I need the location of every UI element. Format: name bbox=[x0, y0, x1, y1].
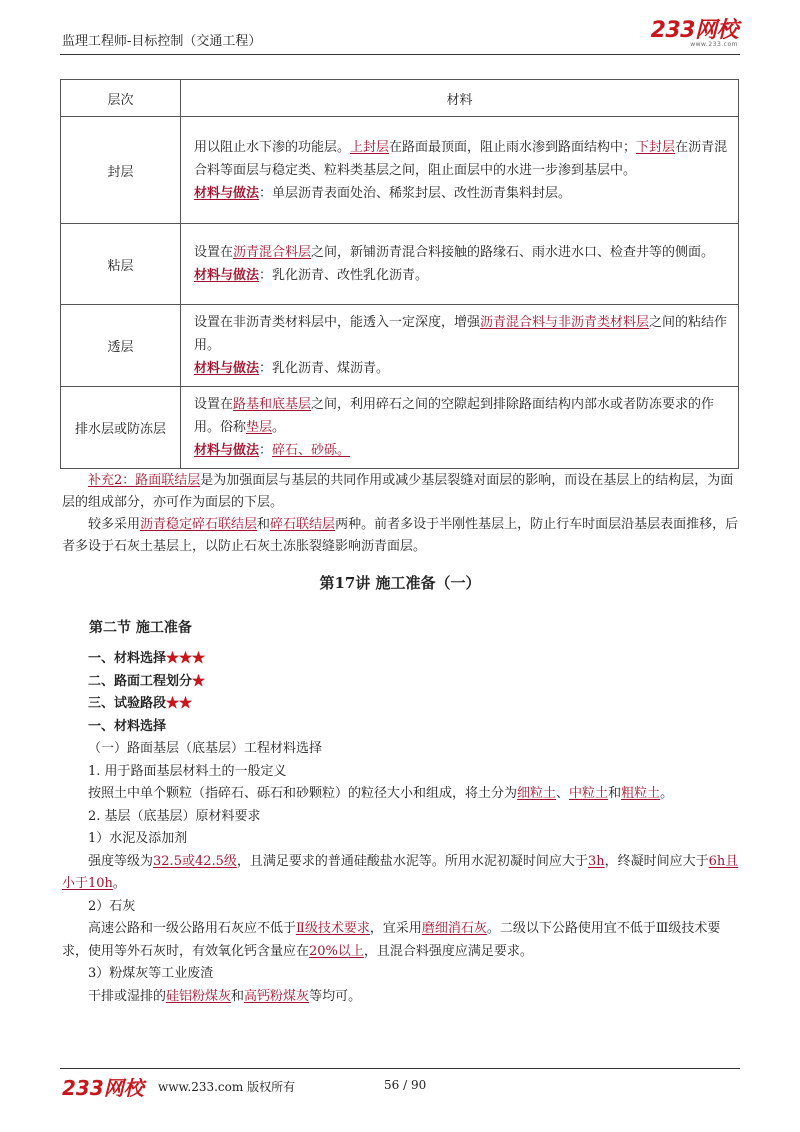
highlighted-term: 沥青混合料层 bbox=[233, 245, 312, 260]
table-row bbox=[61, 387, 739, 469]
highlighted-term: 材料与做法 bbox=[194, 185, 260, 201]
row-level-cell: 粘层 bbox=[61, 224, 181, 305]
column-header-level: 层次 bbox=[61, 80, 181, 117]
highlighted-term: 20%以上 bbox=[309, 943, 364, 959]
table-header-row bbox=[61, 80, 739, 117]
content-line: 按照土中单个颗粒（指碎石、砾石和砂颗粒）的粒径大小和组成，将土分为细粒土、中粒土和粗粒土。 bbox=[88, 786, 674, 801]
highlighted-term: 上封层 bbox=[350, 139, 390, 155]
row-material-cell: 设置在路基和底基层之间，利用碎石之间的空隙起到排除路面结构内部水或者防冻要求的作用。俗称垫层。 材料与做法：碎石、砂砾。 bbox=[181, 387, 739, 469]
paragraph-connection-layers: 较多采用沥青稳定碎石联结层和碎石联结层两种。前者多设于半刚性基层上，防止行车时面层沿基层表面推移，后者多设于石灰土基层上，以防止石灰土冻胀裂缝影响沥青面层。 bbox=[62, 517, 739, 554]
importance-stars: ★★★ bbox=[166, 651, 206, 666]
highlighted-term: 6h且小于10h bbox=[62, 853, 739, 891]
highlighted-term: Ⅱ级技术要求 bbox=[296, 921, 370, 936]
content-line: 1）水泥及添加剂 bbox=[88, 831, 188, 846]
paragraph-supplement: 补充2：路面联结层是为加强面层与基层的共同作用或减少基层裂缝对面层的影响，而设在基层上的结构层，为面层的组成部分，亦可作为面层的下层。 bbox=[62, 473, 734, 510]
content-line: 二、路面工程划分★ bbox=[88, 673, 206, 689]
importance-stars: ★★ bbox=[166, 696, 193, 711]
importance-stars: ★ bbox=[192, 673, 206, 689]
content-line: 高速公路和一级公路用石灰应不低于Ⅱ级技术要求，宜采用磨细消石灰。二级以下公路使用宜不低于Ⅲ级技术要求，使用等外石灰时，有效氧化钙含量应在20%以上，且混合料强度应满足要求。 bbox=[62, 921, 721, 959]
content-line: 一、材料选择 bbox=[88, 718, 167, 734]
highlighted-term: 沥青稳定碎石联结层 bbox=[140, 517, 258, 532]
highlighted-term: 路基和底基层 bbox=[233, 397, 312, 412]
content-line: 2）石灰 bbox=[88, 898, 136, 914]
highlighted-term: 下封层 bbox=[636, 139, 676, 155]
supplement-paragraphs bbox=[62, 470, 739, 558]
row-material-cell: 用以阻止水下渗的功能层。上封层在路面最顶面，阻止雨水渗到路面结构中；下封层在沥青混合料等面层与稳定类、粒料类基层之间，阻止面层中的水进一步渗到基层中。 材料与做法：单层沥青表面处治、稀浆封层、改性沥青集料封层。 bbox=[181, 117, 739, 224]
content-line: 1. 用于路面基层材料土的一般定义 bbox=[88, 763, 287, 779]
content-line: （一）路面基层（底基层）工程材料选择 bbox=[88, 741, 323, 756]
content-line: 一、材料选择★★★ bbox=[88, 651, 206, 666]
section-title: 第二节 施工准备 bbox=[89, 620, 192, 636]
highlighted-term: 粗粒土 bbox=[621, 786, 661, 801]
row-level-cell: 透层 bbox=[61, 305, 181, 387]
lecture-title: 第17讲 施工准备（一） bbox=[319, 574, 481, 592]
row-level-cell: 排水层或防冻层 bbox=[61, 387, 181, 469]
highlighted-term: 补充2：路面联结层 bbox=[88, 473, 201, 488]
highlighted-term: 垫层 bbox=[246, 420, 273, 435]
content-line: 3）粉煤灰等工业废渣 bbox=[88, 966, 214, 981]
highlighted-term: 材料与做法 bbox=[194, 443, 260, 458]
highlighted-term: 32.5或42.5级 bbox=[153, 853, 237, 869]
highlighted-term: 中粒土 bbox=[569, 786, 609, 801]
content-lines bbox=[62, 648, 739, 1008]
highlighted-term: 碎石联结层 bbox=[270, 517, 336, 532]
highlighted-term: 高钙粉煤灰 bbox=[244, 988, 310, 1004]
highlighted-term: 材料与做法 bbox=[194, 361, 260, 376]
highlighted-term: 材料与做法 bbox=[194, 268, 260, 283]
highlighted-term: 3h bbox=[587, 853, 605, 869]
logo-brand-text: 233网校 bbox=[650, 18, 738, 43]
document-header-title: 监理工程师-目标控制（交通工程） bbox=[62, 34, 262, 49]
table-row bbox=[61, 305, 739, 387]
footer-divider bbox=[60, 1068, 740, 1069]
highlighted-term: 碎石、砂砾。 bbox=[272, 443, 351, 458]
footer-logo[interactable]: 233网校 bbox=[62, 1076, 144, 1100]
row-level-cell: 封层 bbox=[61, 117, 181, 224]
row-material-cell: 设置在沥青混合料层之间，新铺沥青混合料接触的路缘石、雨水进水口、检查井等的侧面。 材料与做法：乳化沥青、改性乳化沥青。 bbox=[181, 224, 739, 305]
table-row bbox=[61, 117, 739, 224]
table-row bbox=[61, 224, 739, 305]
content-line: 三、试验路段★★ bbox=[88, 696, 193, 711]
row-material-cell: 设置在非沥青类材料层中，能透入一定深度，增强沥青混合料与非沥青类材料层之间的粘结作用。 材料与做法：乳化沥青、煤沥青。 bbox=[181, 305, 739, 387]
header-divider bbox=[60, 54, 740, 55]
page-number: 56 / 90 bbox=[384, 1078, 427, 1092]
material-table bbox=[60, 79, 739, 469]
highlighted-term: 磨细消石灰 bbox=[421, 921, 487, 936]
footer-copyright: www.233.com 版权所有 bbox=[158, 1080, 296, 1094]
logo-url-text: www.233.com bbox=[690, 41, 738, 48]
highlighted-term: 硅铝粉煤灰 bbox=[166, 988, 232, 1004]
highlighted-term: 沥青混合料与非沥青类材料层 bbox=[480, 315, 650, 330]
content-line: 2. 基层（底基层）原材料要求 bbox=[88, 808, 261, 824]
brand-logo[interactable] bbox=[651, 20, 738, 48]
column-header-material: 材料 bbox=[181, 80, 739, 117]
highlighted-term: 细粒土 bbox=[517, 786, 557, 801]
content-line: 干排或湿排的硅铝粉煤灰和高钙粉煤灰等均可。 bbox=[88, 988, 362, 1004]
content-line: 强度等级为32.5或42.5级，且满足要求的普通硅酸盐水泥等。所用水泥初凝时间应大于3h，终凝时间应大于6h且小于10h。 bbox=[62, 853, 739, 891]
